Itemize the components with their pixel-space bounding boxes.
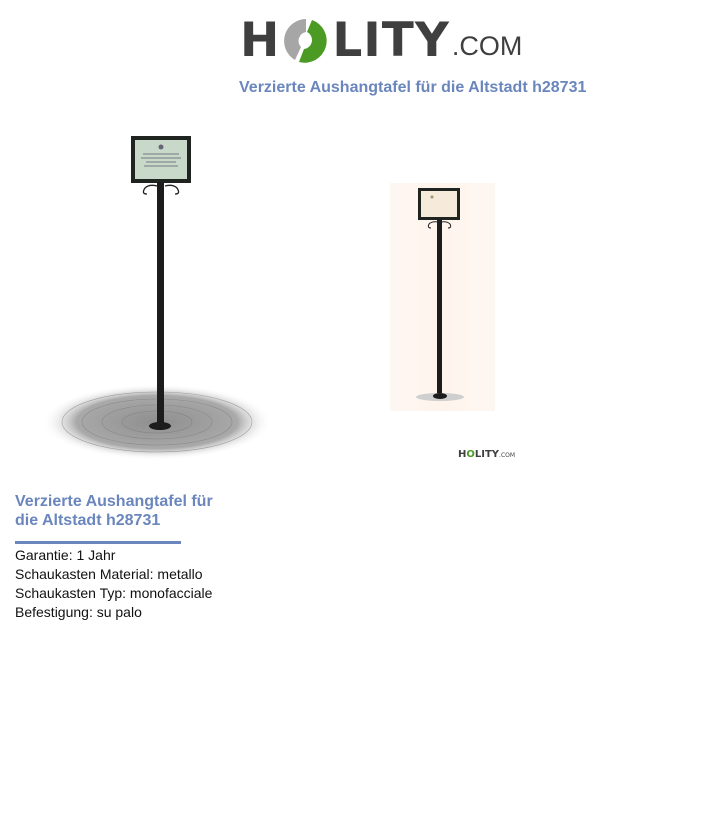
thumbnail-sign-graphic	[390, 183, 495, 411]
product-title: Verzierte Aushangtafel für die Altstadt h28731	[15, 493, 213, 529]
product-image-main[interactable]	[40, 130, 275, 465]
spec-material: Schaukasten Material: metallo	[15, 566, 203, 582]
holity-logo[interactable]	[240, 12, 522, 66]
product-image-thumbnail[interactable]	[390, 183, 495, 411]
spec-list	[15, 546, 212, 622]
logo-letters: LITY	[332, 13, 450, 68]
page-title: Verzierte Aushangtafel für die Altstadt h28731	[239, 79, 587, 96]
spec-befestigung: Befestigung: su palo	[15, 604, 142, 620]
spec-garantie: Garantie: 1 Jahr	[15, 547, 116, 563]
logo-suffix: .COM	[451, 31, 523, 61]
spec-typ: Schaukasten Typ: monofacciale	[15, 585, 213, 601]
title-divider	[15, 541, 181, 544]
logo-ring-icon	[281, 16, 331, 66]
logo-letter-h: H	[240, 13, 281, 68]
thumbnail-watermark: HOLITY.COM	[458, 449, 516, 460]
